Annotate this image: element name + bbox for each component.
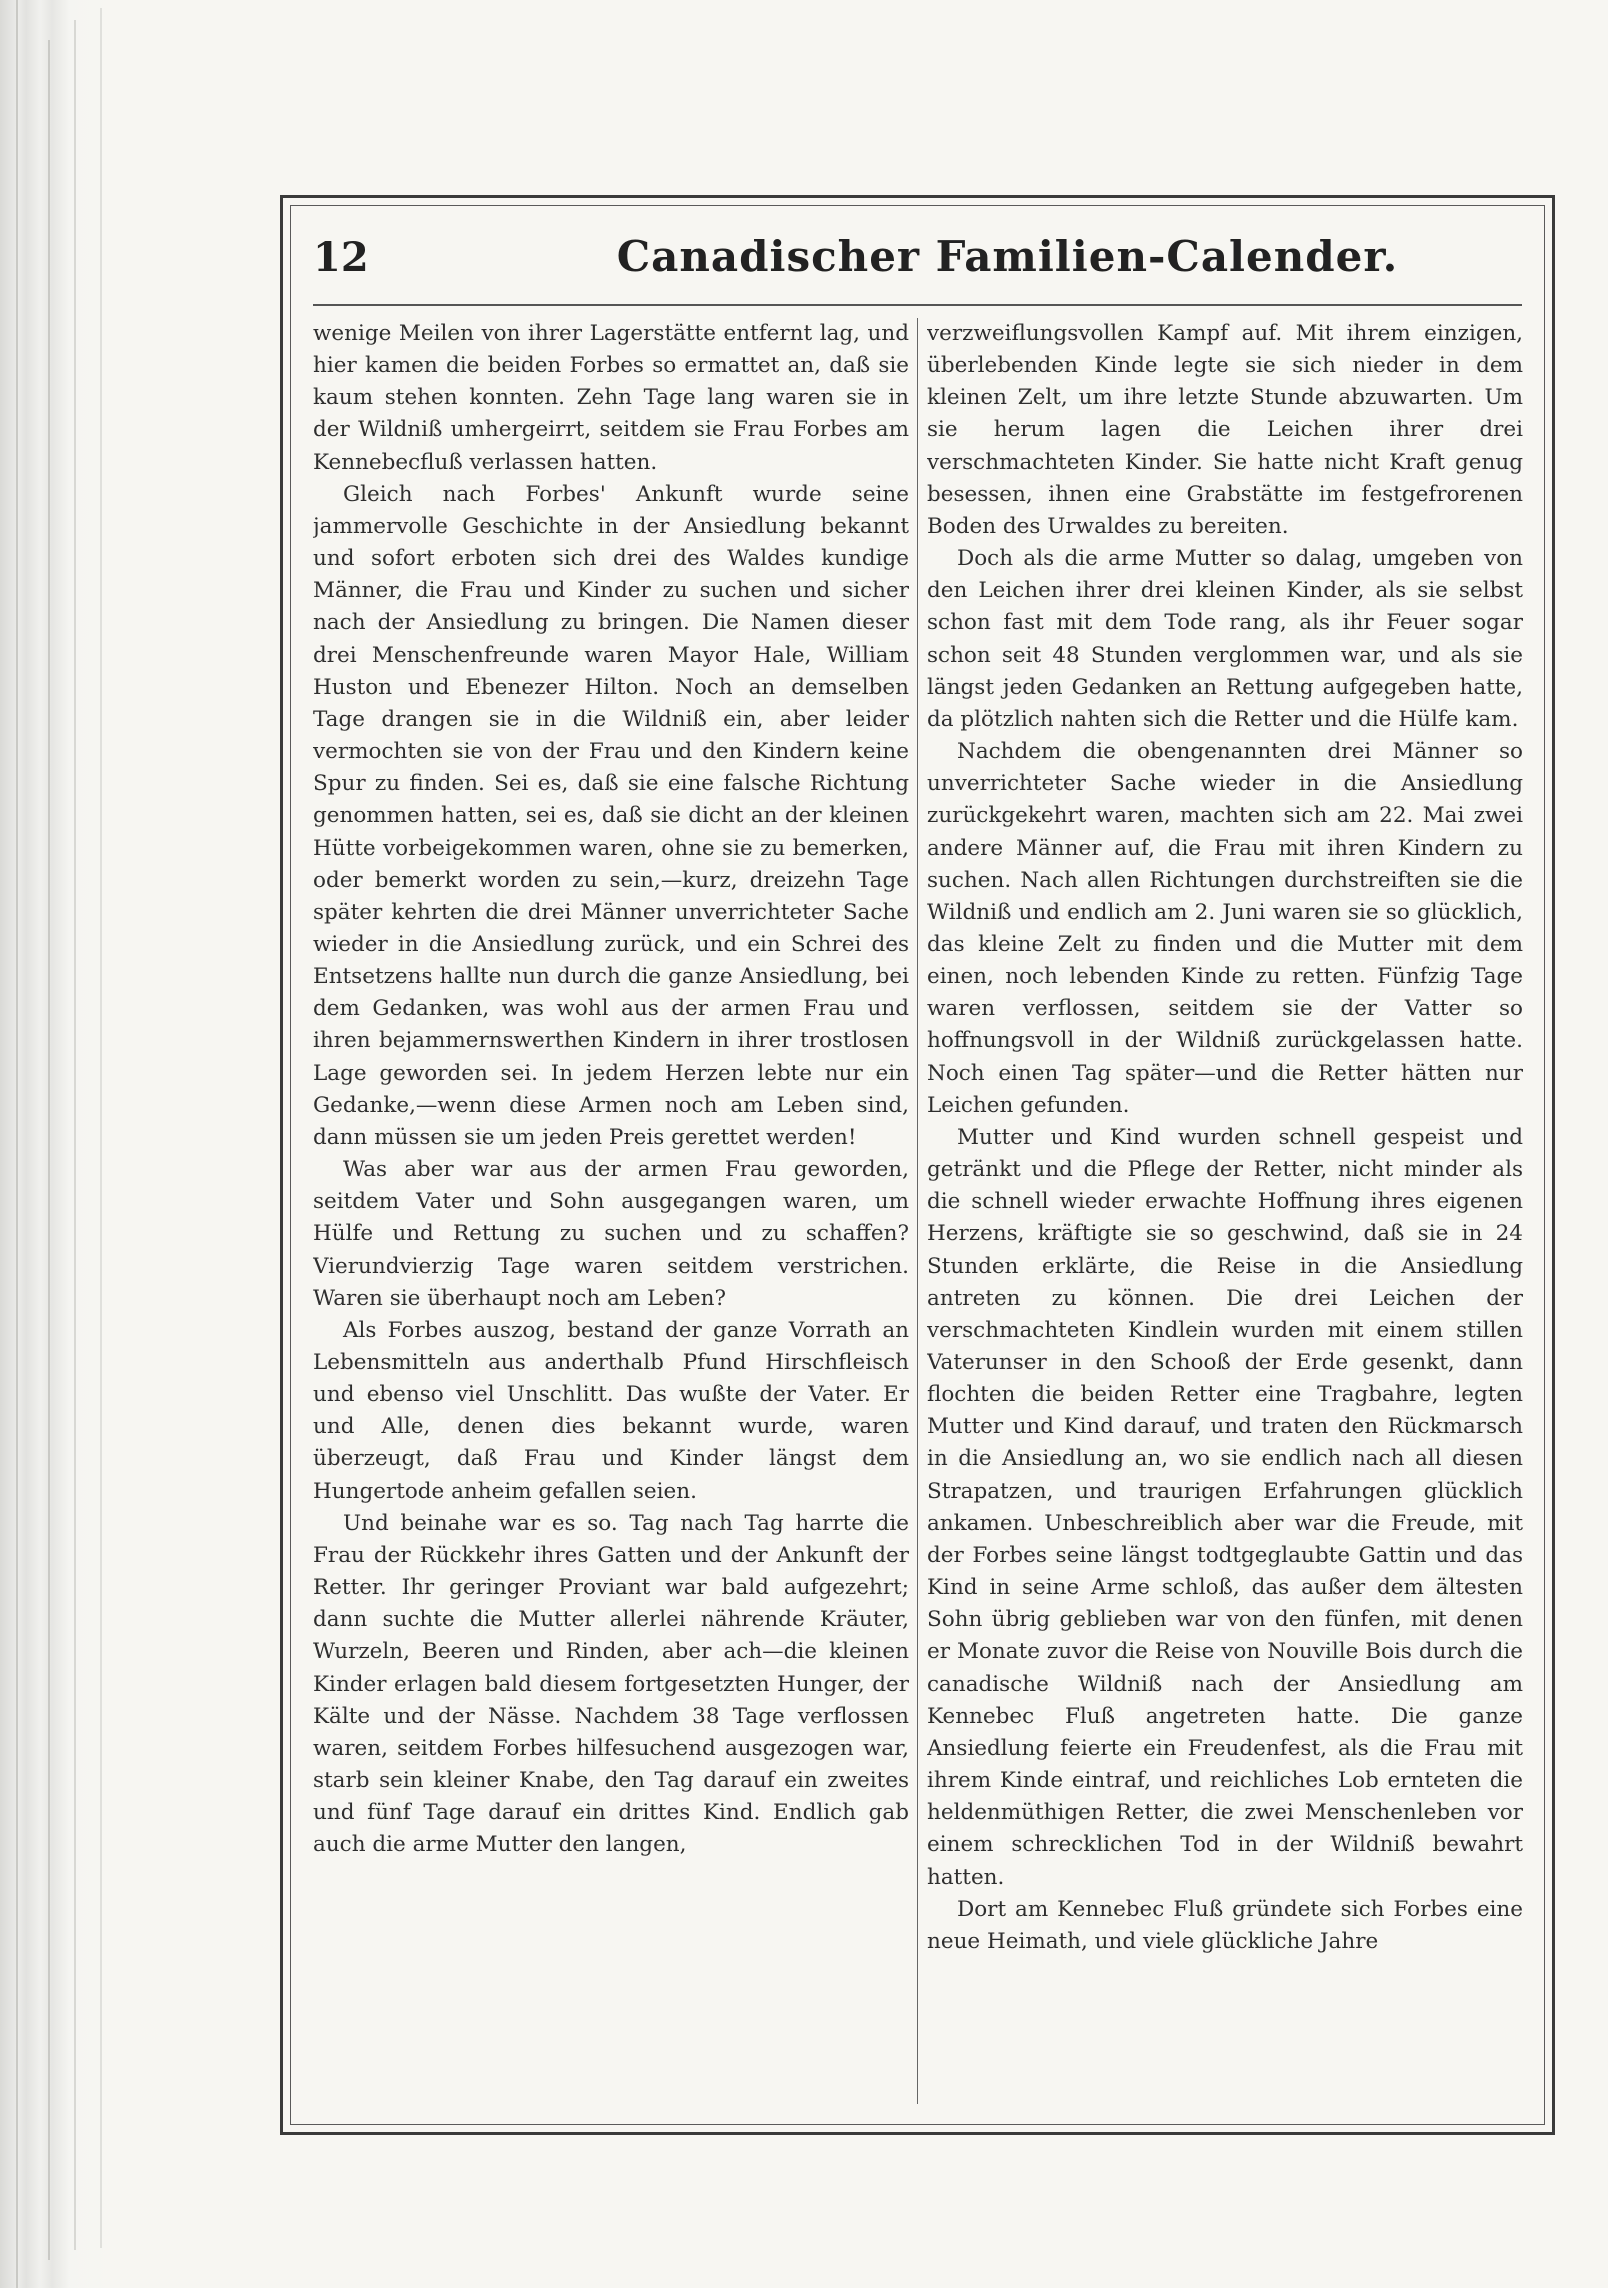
paragraph: Und beinahe war es so. Tag nach Tag harrte die Frau der Rückkehr ihres Gatten und der Ankunft der Retter. Ihr geringer Proviant war bald aufgezehrt; dann suchte die Mutter allerlei nährende Kräuter, Wurzeln, Beeren und Rinden, aber ach—die kleinen Kinder erlagen bald diesem fortgesetzten Hunger, der Kälte und der Nässe. Nachdem 38 Tage verflossen waren, seitdem Forbes hilfesuchend ausgezogen war, starb sein kleiner Knabe, den Tag darauf ein zweites und fünf Tage darauf ein drittes Kind. Endlich gab auch die arme Mutter den langen, bbox=[313, 1510, 909, 1858]
left-column bbox=[313, 318, 909, 1862]
paragraph: verzweiflungsvollen Kampf auf. Mit ihrem einzigen, überlebenden Kinde legte sie sich nieder in dem kleinen Zelt, um ihre letzte Stunde abzuwarten. Um sie herum lagen die Leichen ihrer drei verschmachteten Kinder. Sie hatte nicht Kraft genug besessen, ihnen eine Grabstätte im festgefrorenen Boden des Urwaldes zu bereiten. bbox=[927, 321, 1523, 539]
page-edge-line bbox=[74, 20, 76, 2250]
paragraph: Dort am Kennebec Fluß gründete sich Forbes eine neue Heimath, und viele glückliche Jahre bbox=[927, 1896, 1523, 1954]
paragraph: Mutter und Kind wurden schnell gespeist und getränkt und die Pflege der Retter, nicht minder als die schnell wieder erwachte Hoffnung ihres eigenen Herzens, kräftigte sie so geschwind, daß sie in 24 Stunden erklärte, die Reise in die Ansiedlung antreten zu können. Die drei Leichen der verschmachteten Kindlein wurden mit einem stillen Vaterunser in den Schooß der Erde gesenkt, dann flochten die beiden Retter eine Tragbahre, legten Mutter und Kind darauf, und traten den Rückmarsch in die Ansiedlung an, wo sie endlich nach all diesen Strapatzen, und traurigen Erfahrungen glücklich ankamen. Unbeschreiblich aber war die Freude, mit der Forbes seine längst todtgeglaubte Gattin und das Kind in seine Arme schloß, das außer dem ältesten Sohn übrig geblieben war von den fünfen, mit denen er Monate zuvor die Reise von Nouville Bois durch die canadische Wildniß nach der Ansiedlung am Kennebec Fluß angetreten hatte. Die ganze Ansiedlung feierte ein Freudenfest, als die Frau mit ihrem Kinde eintraf, und reichliches Lob ernteten die heldenmüthigen Retter, die zwei Menschenleben vor einem schrecklichen Tod in der Wildniß bewahrt hatten. bbox=[927, 1124, 1523, 1890]
header-rule bbox=[313, 304, 1522, 306]
column-divider bbox=[917, 318, 918, 2104]
paragraph: Was aber war aus der armen Frau geworden, seitdem Vater und Sohn ausgegangen waren, um Hülfe und Rettung zu suchen und zu schaffen? Vierundvierzig Tage waren seitdem verstrichen. Waren sie überhaupt noch am Leben? bbox=[313, 1157, 909, 1311]
page-edge-line bbox=[16, 0, 18, 2288]
page-edges bbox=[0, 0, 160, 2288]
page-number: 12 bbox=[313, 234, 369, 281]
text-columns bbox=[313, 318, 1522, 2104]
paragraph: Doch als die arme Mutter so dalag, umgeben von den Leichen ihrer drei kleinen Kinder, als sie selbst schon fast mit dem Tode rang, als ihr Feuer sogar schon seit 48 Stunden verglommen war, und als sie längst jeden Gedanken an Rettung aufgegeben hatte, da plötzlich nahten sich die Retter und die Hülfe kam. bbox=[927, 546, 1523, 732]
paragraph: Als Forbes auszog, bestand der ganze Vorrath an Lebensmitteln aus anderthalb Pfund Hirschfleisch und ebenso viel Unschlitt. Das wußte der Vater. Er und Alle, denen dies bekannt wurde, waren überzeugt, daß Frau und Kinder längst dem Hungertode anheim gefallen seien. bbox=[313, 1317, 909, 1504]
page-header bbox=[313, 228, 1522, 298]
paragraph: Gleich nach Forbes' Ankunft wurde seine jammervolle Geschichte in der Ansiedlung bekannt und sofort erboten sich drei des Waldes kundige Männer, die Frau und Kinder zu suchen und sicher nach der Ansiedlung zu bringen. Die Namen dieser drei Menschenfreunde waren Mayor Hale, William Huston und Ebenezer Hilton. Noch an demselben Tage drangen sie in die Wildniß ein, aber leider vermochten sie von der Frau und den Kindern keine Spur zu finden. Sei es, daß sie eine falsche Richtung genommen hatten, sei es, daß sie dicht an der kleinen Hütte vorbeigekommen waren, ohne sie zu bemerken, oder bemerkt worden zu sein,—kurz, dreizehn Tage später kehrten die drei Männer unverrichteter Sache wieder in die Ansiedlung zurück, und ein Schrei des Entsetzens hallte nun durch die ganze Ansiedlung, bei dem Gedanken, was wohl aus der armen Frau und ihren bejammernswerthen Kindern in ihrer trostlosen Lage geworden sei. In jedem Herzen lebte nur ein Gedanke,—wenn diese Armen noch am Leben sind, dann müssen sie um jeden Preis gerettet werden! bbox=[313, 481, 909, 1150]
page-frame bbox=[280, 195, 1555, 2135]
running-title: Canadischer Familien-Calender. bbox=[616, 232, 1399, 281]
paragraph: Nachdem die obengenannten drei Männer so unverrichteter Sache wieder in die Ansiedlung zurückgekehrt waren, machten sich am 22. Mai zwei andere Männer auf, die Frau mit ihren Kindern zu suchen. Nach allen Richtungen durchstreiften sie die Wildniß und endlich am 2. Juni waren sie so glücklich, das kleine Zelt zu finden und die Mutter mit dem einen, noch lebenden Kinde zu retten. Fünfzig Tage waren verflossen, seitdem sie der Vatter so hoffnungsvoll in der Wildniß zurückgelassen hatte. Noch einen Tag später—und die Retter hätten nur Leichen gefunden. bbox=[927, 739, 1523, 1118]
page-edge-line bbox=[48, 40, 50, 2260]
page-edge-line bbox=[100, 8, 102, 2248]
right-column bbox=[927, 318, 1523, 1958]
paragraph: wenige Meilen von ihrer Lagerstätte entfernt lag, und hier kamen die beiden Forbes so ermattet an, daß sie kaum stehen konnten. Zehn Tage lang waren sie in der Wildniß umhergeirrt, seitdem sie Frau Forbes am Kennebecfluß verlassen hatten. bbox=[313, 321, 909, 475]
